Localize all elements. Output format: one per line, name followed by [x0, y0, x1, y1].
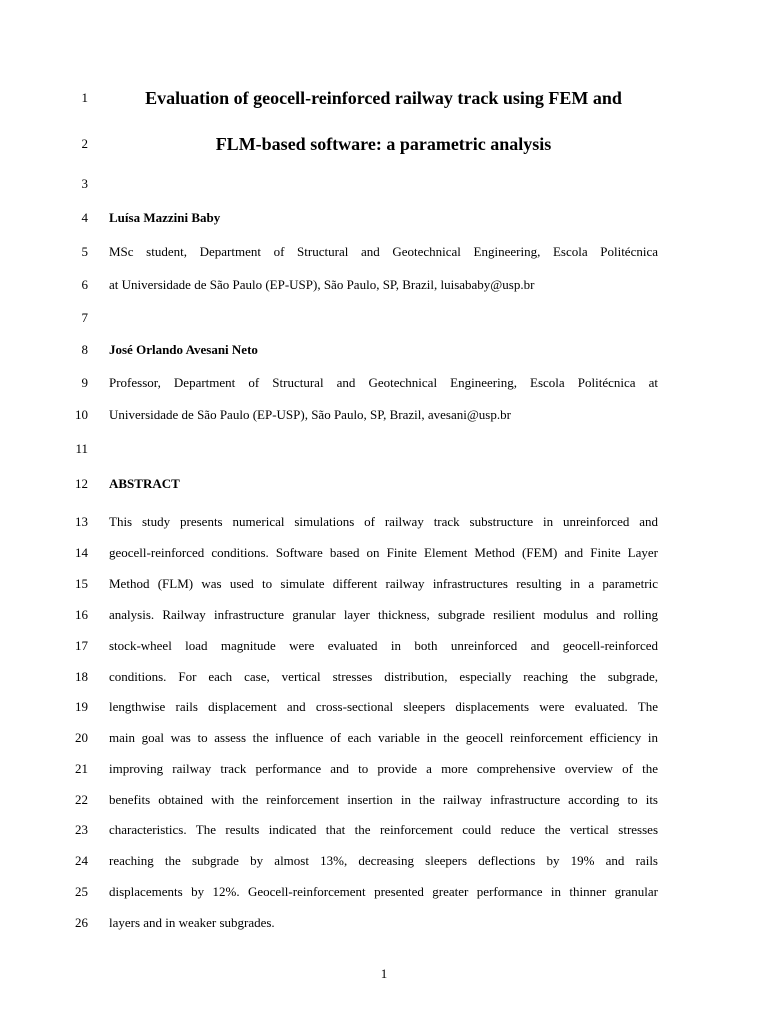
- abstract-line: displacements by 12%. Geocell-reinforcement presented greater performance in thinner granular: [109, 884, 658, 899]
- line-number: 18: [75, 669, 88, 684]
- line-number: 20: [75, 730, 88, 745]
- line-number: 5: [81, 244, 88, 259]
- line-number: 19: [75, 699, 88, 714]
- paper-title-line-1: Evaluation of geocell-reinforced railway track using FEM and: [145, 88, 622, 108]
- line-number: 23: [75, 822, 88, 837]
- line-number: 26: [75, 915, 88, 930]
- author-name: José Orlando Avesani Neto: [109, 342, 258, 357]
- line-number: 6: [81, 277, 88, 292]
- page-number: 1: [380, 966, 388, 981]
- abstract-line: stock-wheel load magnitude were evaluated in both unreinforced and geocell-reinforced: [109, 638, 658, 653]
- line-number: 24: [75, 853, 88, 868]
- line-number: 14: [75, 545, 88, 560]
- line-number: 7: [81, 310, 88, 325]
- abstract-line: geocell-reinforced conditions. Software based on Finite Element Method (FEM) and Finite Layer: [109, 545, 658, 560]
- line-number: 9: [81, 375, 88, 390]
- abstract-line: This study presents numerical simulations of railway track substructure in unreinforced and: [109, 514, 658, 529]
- line-number: 11: [75, 441, 88, 456]
- line-number: 21: [75, 761, 88, 776]
- line-number: 4: [81, 210, 88, 225]
- line-number: 3: [81, 176, 88, 191]
- author-affiliation: MSc student, Department of Structural and Geotechnical Engineering, Escola Politécnica: [109, 244, 658, 259]
- abstract-line: characteristics. The results indicated that the reinforcement could reduce the vertical stresses: [109, 822, 658, 837]
- line-number: 8: [81, 342, 88, 357]
- author-affiliation: Professor, Department of Structural and Geotechnical Engineering, Escola Politécnica at: [109, 375, 658, 390]
- abstract-line: lengthwise rails displacement and cross-sectional sleepers displacements were evaluated. The: [109, 699, 658, 714]
- line-number: 15: [75, 576, 88, 591]
- line-number: 25: [75, 884, 88, 899]
- abstract-line: layers and in weaker subgrades.: [109, 915, 275, 930]
- author-affiliation: at Universidade de São Paulo (EP-USP), São Paulo, SP, Brazil, luisababy@usp.br: [109, 277, 535, 292]
- line-number: 22: [75, 792, 88, 807]
- abstract-line: Method (FLM) was used to simulate different railway infrastructures resulting in a parametric: [109, 576, 658, 591]
- line-number: 17: [75, 638, 88, 653]
- line-number: 16: [75, 607, 88, 622]
- abstract-line: analysis. Railway infrastructure granular layer thickness, subgrade resilient modulus and rolling: [109, 607, 658, 622]
- abstract-line: conditions. For each case, vertical stresses distribution, especially reaching the subgrade,: [109, 669, 658, 684]
- line-number: 2: [81, 136, 88, 151]
- line-number: 1: [81, 90, 88, 105]
- line-number: 13: [75, 514, 88, 529]
- abstract-heading: ABSTRACT: [109, 476, 180, 491]
- paper-title-line-2: FLM-based software: a parametric analysis: [215, 134, 552, 154]
- author-affiliation: Universidade de São Paulo (EP-USP), São Paulo, SP, Brazil, avesani@usp.br: [109, 407, 511, 422]
- abstract-line: main goal was to assess the influence of each variable in the geocell reinforcement efficiency in: [109, 730, 658, 745]
- abstract-line: improving railway track performance and to provide a more comprehensive overview of the: [109, 761, 658, 776]
- line-number: 12: [75, 476, 88, 491]
- abstract-line: reaching the subgrade by almost 13%, decreasing sleepers deflections by 19% and rails: [109, 853, 658, 868]
- line-number: 10: [75, 407, 88, 422]
- abstract-line: benefits obtained with the reinforcement insertion in the railway infrastructure according to its: [109, 792, 658, 807]
- author-name: Luísa Mazzini Baby: [109, 210, 221, 225]
